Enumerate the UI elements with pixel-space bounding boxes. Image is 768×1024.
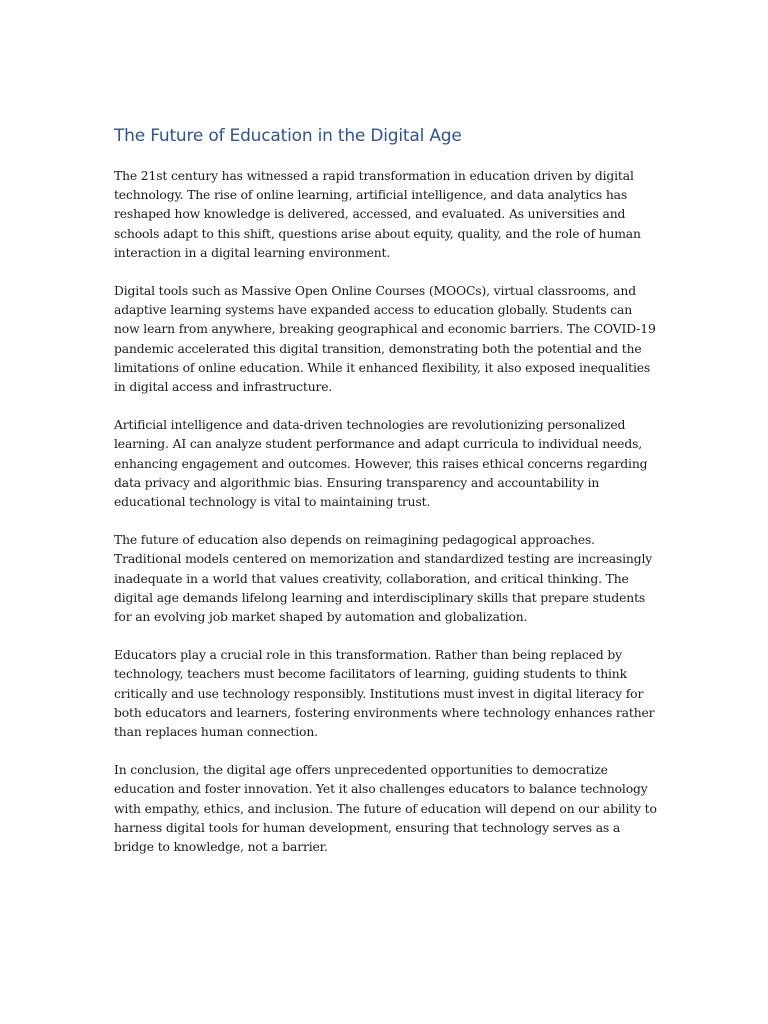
document-body: [114, 124, 660, 876]
paragraph-digital-tools: Digital tools such as Massive Open Online Courses (MOOCs), virtual classrooms, and adaptive learning systems have expanded access to education globally. Students can now learn from anywhere, breaking geographical and economic barriers. The COVID-19 pandemic accelerated this digital transition, demonstrating both the potential and the limitations of online education. While it enhanced flexibility, it also exposed inequalities in digital access and infrastructure.: [114, 284, 656, 395]
paragraph-pedagogy: The future of education also depends on reimagining pedagogical approaches. Traditional models centered on memorization and standardized testing are increasingly inadequate in a world that values creativity, collaboration, and critical thinking. The digital age demands lifelong learning and interdisciplinary skills that prepare students for an evolving job market shaped by automation and globalization.: [114, 533, 653, 625]
paragraph-educators: Educators play a crucial role in this transformation. Rather than being replaced by technology, teachers must become facilitators of learning, guiding students to think critically and use technology responsibly. Institutions must invest in digital literacy for both educators and learners, fostering environments where technology enhances rather than replaces human connection.: [114, 648, 655, 740]
document-title: The Future of Education in the Digital Age: [114, 126, 462, 146]
paragraph-conclusion: In conclusion, the digital age offers unprecedented opportunities to democratize education and foster innovation. Yet it also challenges educators to balance technology with empathy, ethics, and inclusion. The future of education will depend on our ability to harness digital tools for human development, ensuring that technology serves as a bridge to knowledge, not a barrier.: [114, 763, 657, 855]
paragraph-artificial-intelligence: Artificial intelligence and data-driven technologies are revolutionizing personalized learning. AI can analyze student performance and adapt curricula to individual needs, enhancing engagement and outcomes. However, this raises ethical concerns regarding data privacy and algorithmic bias. Ensuring transparency and accountability in educational technology is vital to maintaining trust.: [114, 418, 648, 510]
paragraph-intro: The 21st century has witnessed a rapid transformation in education driven by digital technology. The rise of online learning, artificial intelligence, and data analytics has reshaped how knowledge is delivered, accessed, and evaluated. As universities and schools adapt to this shift, questions arise about equity, quality, and the role of human interaction in a digital learning environment.: [114, 169, 641, 260]
